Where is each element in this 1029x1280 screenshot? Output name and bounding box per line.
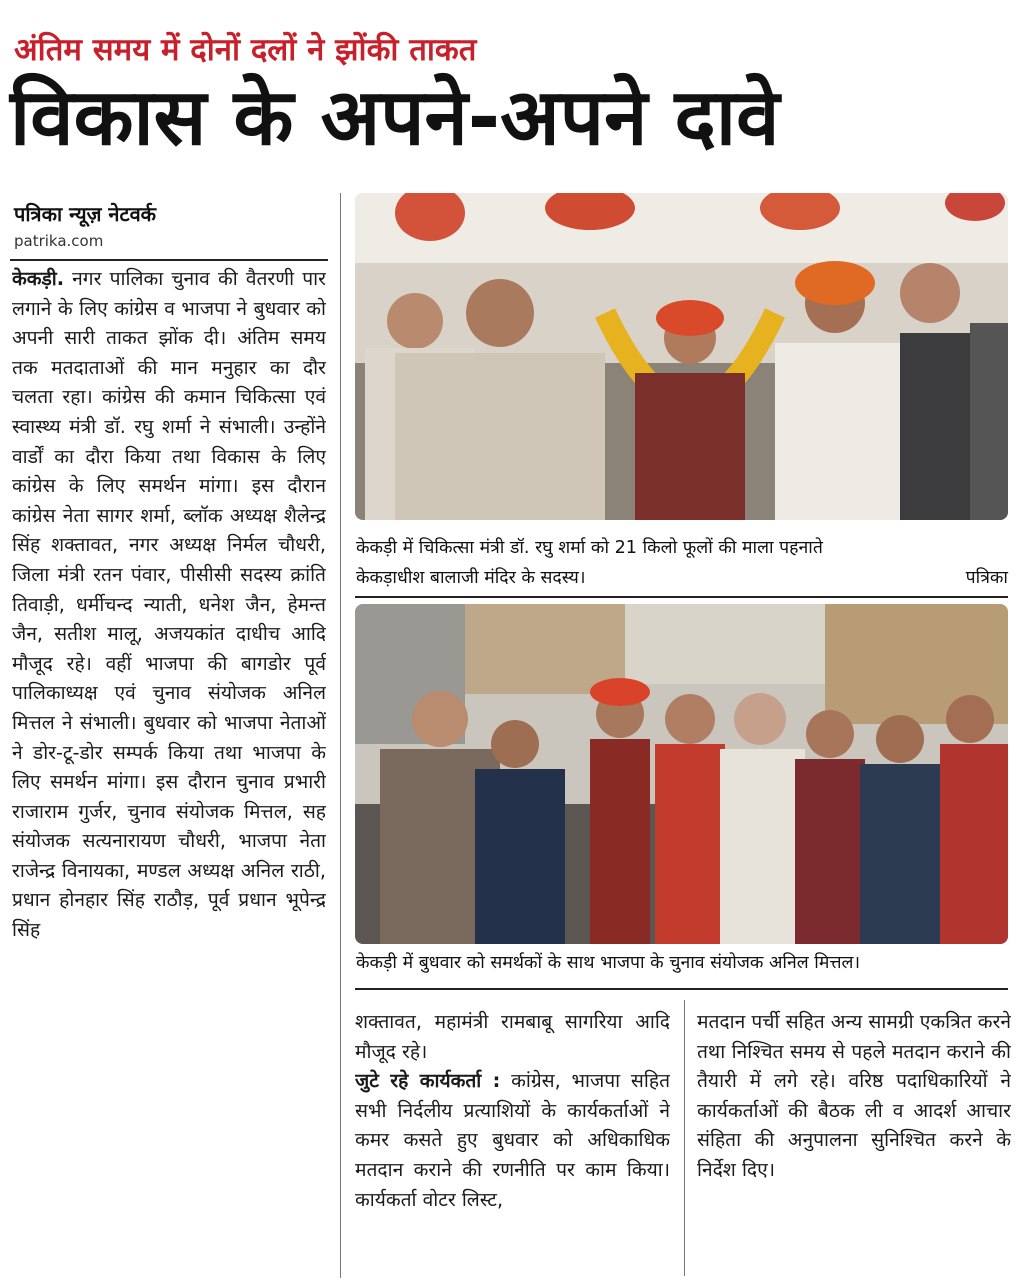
kicker-headline: अंतिम समय में दोनों दलों ने झोंकी ताकत: [14, 32, 477, 68]
photo1-caption-line2: केकड़ाधीश बालाजी मंदिर के सदस्य।: [356, 568, 586, 588]
section-divider: [355, 988, 1008, 990]
main-headline: विकास के अपने-अपने दावे: [10, 73, 780, 163]
byline: पत्रिका न्यूज़ नेटवर्क: [14, 202, 157, 226]
article-body-text: शक्तावत, महामंत्री रामबाबू सागरिया आदि मौजूद रहे।: [355, 1010, 670, 1063]
photo1-caption-line1: केकड़ी में चिकित्सा मंत्री डॉ. रघु शर्मा को 21 किलो फूलों की माला पहनाते: [356, 538, 823, 558]
article-column-3: [697, 1007, 1011, 1275]
photo-minister-garland: [355, 193, 1008, 520]
column-divider: [340, 193, 341, 1278]
photo2-caption: केकड़ी में बुधवार को समर्थकों के साथ भाजपा के चुनाव संयोजक अनिल मित्तल।: [356, 953, 861, 973]
subheading: जुटे रहे कार्यकर्ता :: [355, 1069, 501, 1093]
section-divider: [355, 596, 1008, 598]
article-body-text: कांग्रेस, भाजपा सहित सभी निर्दलीय प्रत्याशियों के कार्यकर्ताओं ने कमर कसते हुए बुधवार को अधिकाधिक मतदान कराने की रणनीति पर काम किया। कार्यकर्ता वोटर लिस्ट,: [355, 1069, 670, 1211]
photo-bjp-supporters: [355, 604, 1008, 944]
column-divider: [684, 1000, 685, 1276]
website-link[interactable]: patrika.com: [14, 232, 104, 250]
article-column-1: [12, 264, 326, 1276]
dateline: केकड़ी.: [12, 267, 64, 290]
photo1-credit: पत्रिका: [965, 568, 1008, 588]
article-column-2: [355, 1007, 670, 1275]
byline-rule: [10, 259, 328, 261]
photo1-caption: [356, 533, 1008, 593]
article-body-text: नगर पालिका चुनाव की वैतरणी पार लगाने के लिए कांग्रेस व भाजपा ने बुधवार को अपनी सारी ताकत झोंक दी। अंतिम समय तक मतदाताओं की मान मनुहार का दौर चलता रहा। कांग्रेस की कमान चिकित्सा एवं स्वास्थ्य मंत्री डॉ. रघु शर्मा ने संभाली। उन्होंने वार्डों का दौरा किया तथा विकास के लिए कांग्रेस के लिए समर्थन मांगा। इस दौरान कांग्रेस नेता सागर शर्मा, ब्लॉक अध्यक्ष शैलेन्द्र सिंह शक्तावत, नगर अध्यक्ष निर्मल चौधरी, जिला मंत्री रतन पंवार, पीसीसी सदस्य क्रांति तिवाड़ी, धर्मीचन्द न्याती, धनेश जैन, हेमन्त जैन, सतीश मालू, अजयकांत दाधीच आदि मौजूद रहे। वहीं भाजपा की बागडोर पूर्व पालिकाध्यक्ष एवं चुनाव संयोजक अनिल मित्तल ने संभाली। बुधवार को भाजपा नेताओं ने डोर-टू-डोर सम्पर्क किया तथा भाजपा के लिए समर्थन मांगा। इस दौरान चुनाव प्रभारी राजाराम गुर्जर, चुनाव संयोजक मित्तल, सह संयोजक सत्यनारायण चौधरी, भाजपा नेता राजेन्द्र विनायका, मण्डल अध्यक्ष अनिल राठी, प्रधान होनहार सिंह राठौड़, पूर्व प्रधान भूपेन्द्र सिंह: [12, 267, 326, 942]
article-body-text: मतदान पर्ची सहित अन्य सामग्री एकत्रित करने तथा निश्चित समय से पहले मतदान कराने की तैयारी में लगे रहे। वरिष्ठ पदाधिकारियों ने कार्यकर्ताओं की बैठक ली व आदर्श आचार संहिता की अनुपालना सुनिश्चित करने के निर्देश दिए।: [697, 1010, 1011, 1181]
